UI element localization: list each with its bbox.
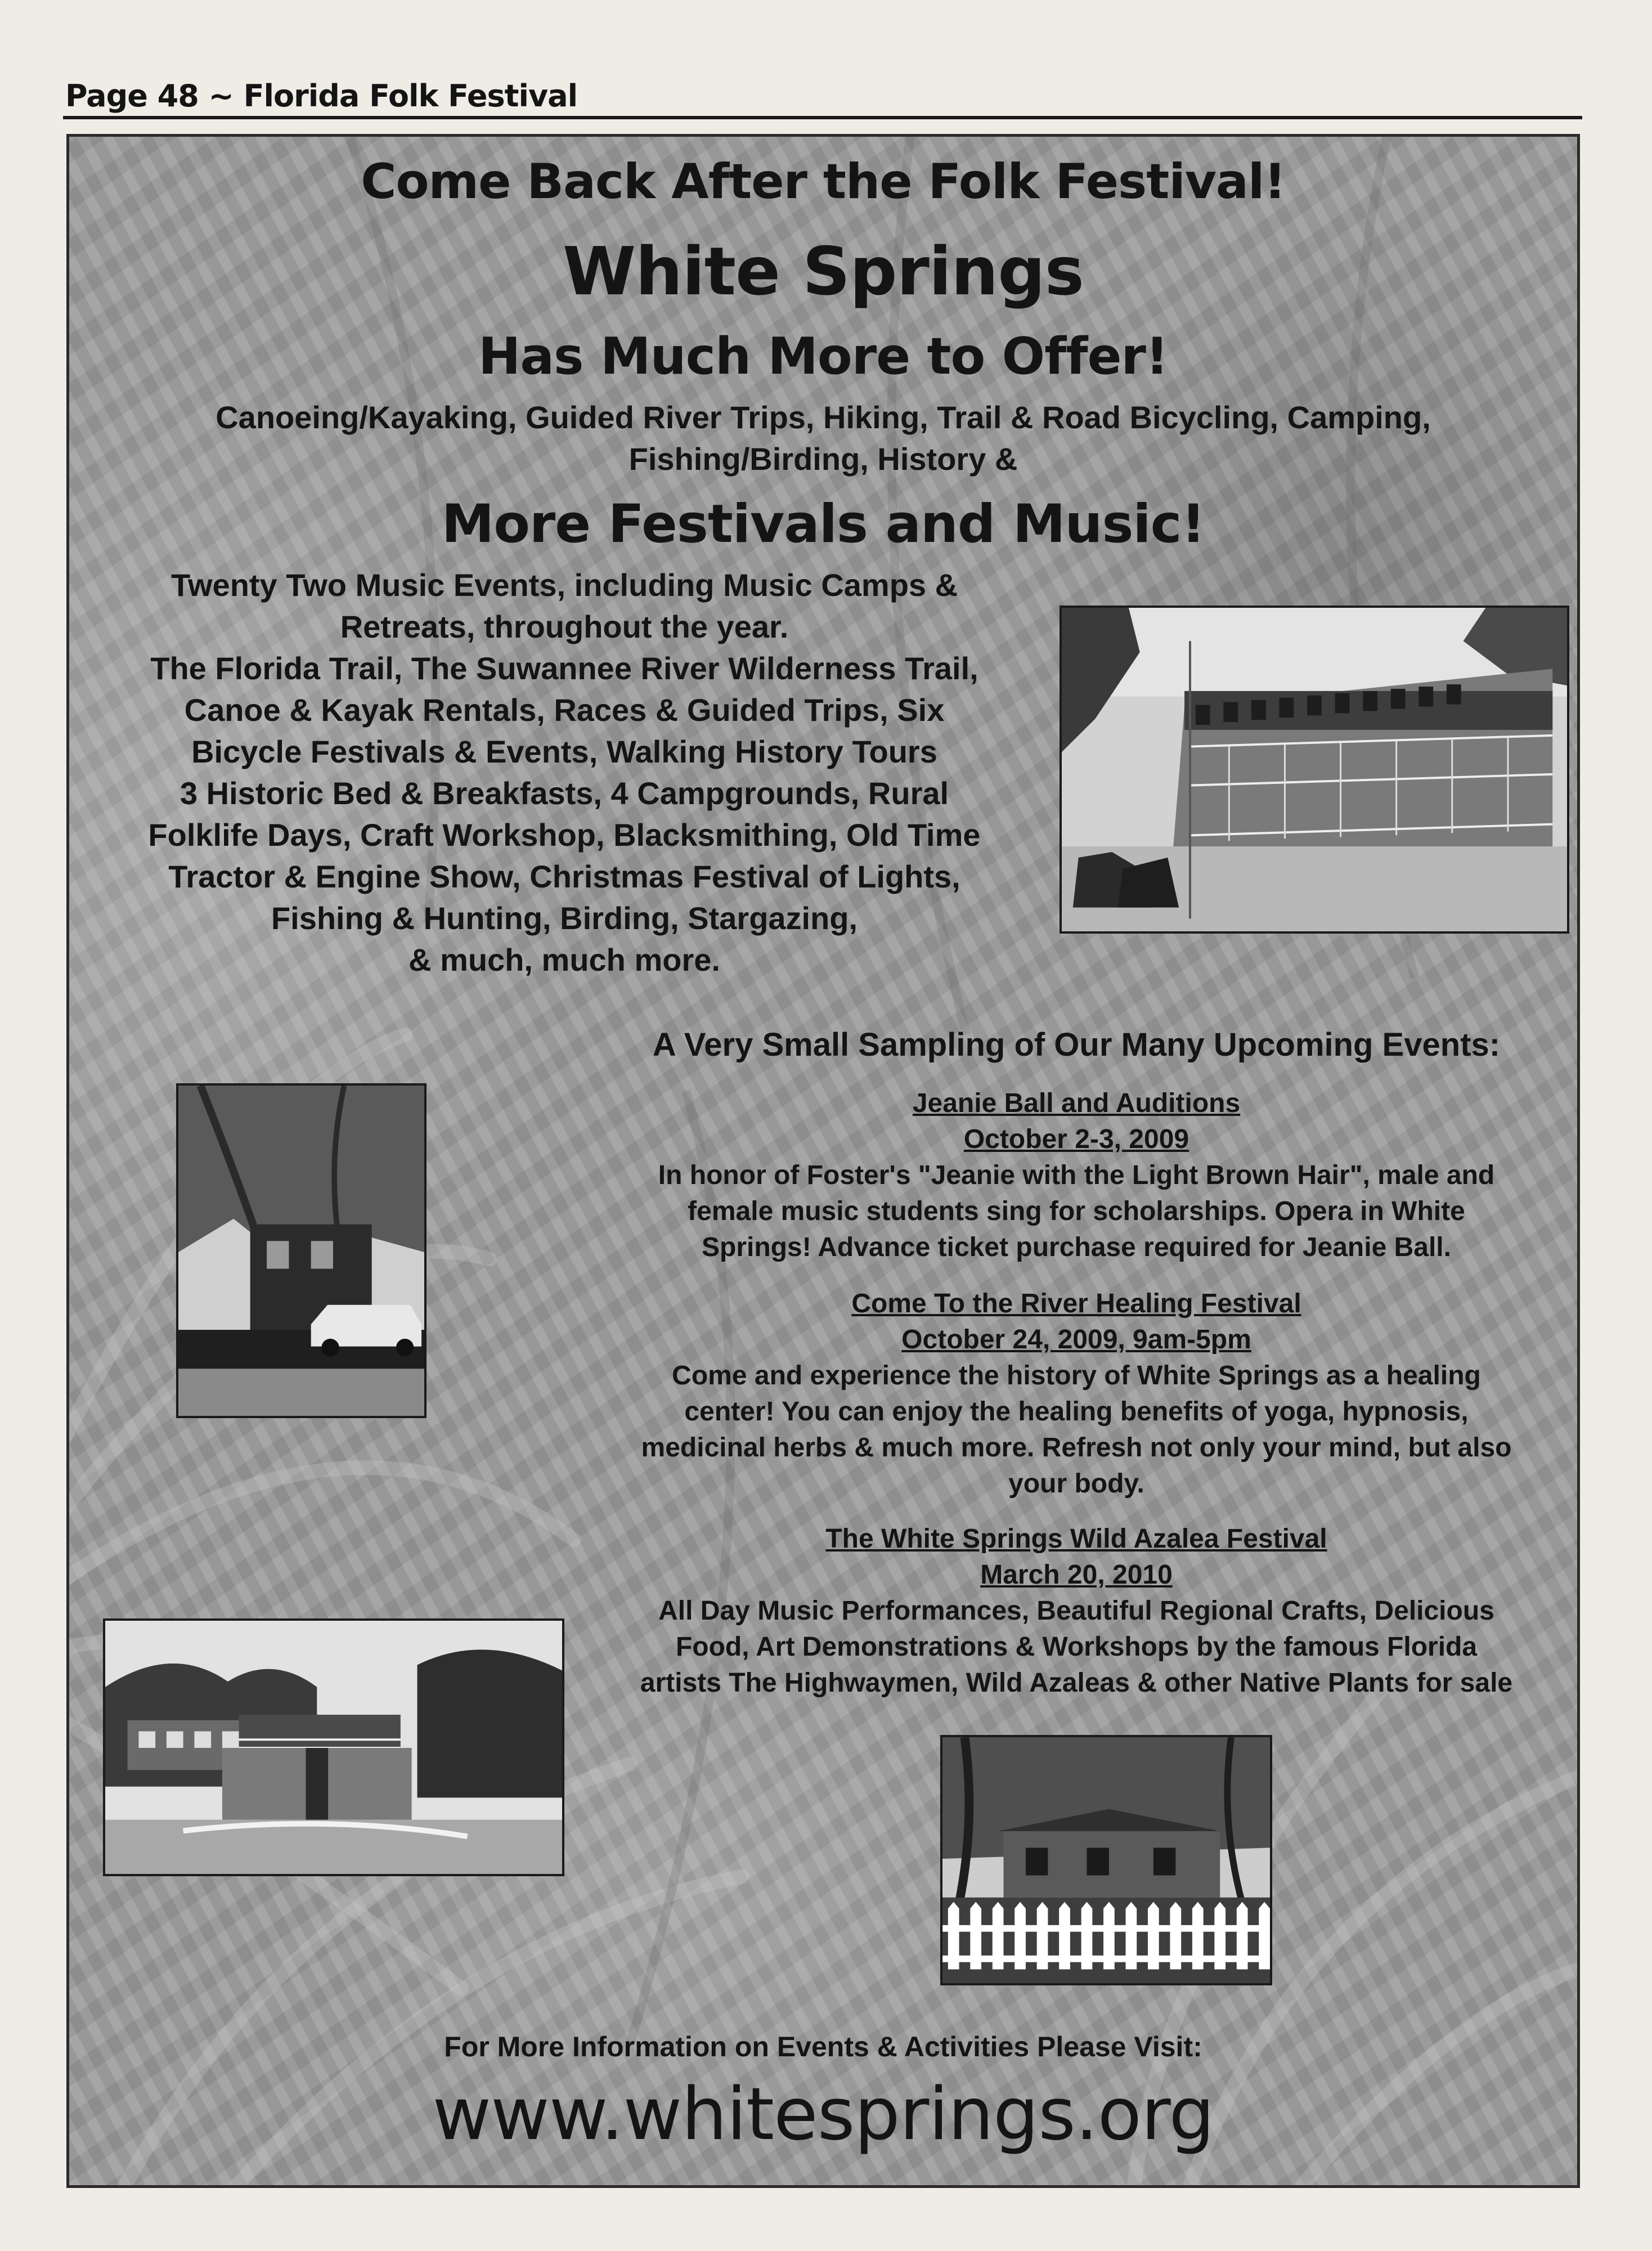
event-name: The White Springs Wild Azalea Festival <box>825 1524 1327 1554</box>
event-description-line: All Day Music Performances, Beautiful Regional Crafts, Delicious <box>658 1596 1494 1626</box>
headline-come-back: Come Back After the Folk Festival! <box>361 154 1286 210</box>
activities-list <box>69 397 1577 480</box>
summary-line: Tractor & Engine Show, Christmas Festival of Lights, <box>168 859 960 894</box>
event-description-line: center! You can enjoy the healing benefits of yoga, hypnosis, <box>684 1397 1469 1427</box>
summary-line: 3 Historic Bed & Breakfasts, 4 Campgrounds, Rural <box>179 775 949 811</box>
headline-white-springs: White Springs <box>563 232 1084 310</box>
event-description-line: Food, Art Demonstrations & Workshops by the famous Florida <box>675 1632 1478 1662</box>
bathhouse-photo <box>103 1618 564 1876</box>
summary-line: Fishing & Hunting, Birding, Stargazing, <box>271 900 858 936</box>
event-date: October 2-3, 2009 <box>963 1124 1189 1154</box>
event-jeanie-ball <box>576 1086 1577 1266</box>
events-summary <box>69 564 1060 981</box>
headline-much-more: Has Much More to Offer! <box>478 327 1168 386</box>
event-description-line: artists The Highwaymen, Wild Azaleas & other Native Plants for sale <box>640 1668 1513 1698</box>
summary-line: The Florida Trail, The Suwannee River Wilderness Trail, <box>150 651 978 686</box>
page-header <box>63 79 1582 119</box>
advertisement <box>66 134 1580 2188</box>
event-description-line: In honor of Foster's "Jeanie with the Light Brown Hair", male and <box>658 1160 1495 1190</box>
event-description-line: medicinal herbs & much more. Refresh not only your mind, but also <box>641 1433 1512 1463</box>
summary-line: Bicycle Festivals & Events, Walking History Tours <box>191 734 937 769</box>
event-description-line: Springs! Advance ticket purchase required for Jeanie Ball. <box>702 1232 1451 1262</box>
sampling-title: A Very Small Sampling of Our Many Upcoming Events: <box>652 1026 1501 1063</box>
activities-line: Canoeing/Kayaking, Guided River Trips, Hiking, Trail & Road Bicycling, Camping, <box>216 400 1431 435</box>
summary-line: Retreats, throughout the year. <box>340 609 789 644</box>
event-name: Come To the River Healing Festival <box>851 1289 1301 1319</box>
event-description-line: your body. <box>1008 1469 1144 1499</box>
event-date: March 20, 2010 <box>980 1560 1173 1590</box>
cottage-photo <box>940 1735 1272 1985</box>
event-description-line: Come and experience the history of White Springs as a healing <box>672 1361 1481 1391</box>
house-photo <box>176 1083 427 1418</box>
activities-line: Fishing/Birding, History & <box>629 441 1018 477</box>
event-date: October 24, 2009, 9am-5pm <box>901 1325 1251 1355</box>
website-url: www.whitesprings.org <box>432 2073 1214 2156</box>
summary-line: Folklife Days, Craft Workshop, Blacksmithing, Old Time <box>148 817 981 853</box>
event-name: Jeanie Ball and Auditions <box>912 1088 1241 1118</box>
event-description-line: female music students sing for scholarships. Opera in White <box>688 1196 1465 1226</box>
event-river-healing <box>576 1286 1577 1502</box>
summary-line: & much, much more. <box>408 942 720 977</box>
hotel-photo <box>1060 606 1569 934</box>
more-info-text: For More Information on Events & Activities Please Visit: <box>444 2031 1202 2062</box>
summary-line: Canoe & Kayak Rentals, Races & Guided Trips, Six <box>184 692 945 728</box>
summary-line: Twenty Two Music Events, including Music Camps & <box>170 567 958 603</box>
page-header-text: Page 48 ~ Florida Folk Festival <box>65 78 578 114</box>
event-wild-azalea <box>576 1521 1577 1701</box>
headline-festivals-music: More Festivals and Music! <box>441 494 1205 555</box>
